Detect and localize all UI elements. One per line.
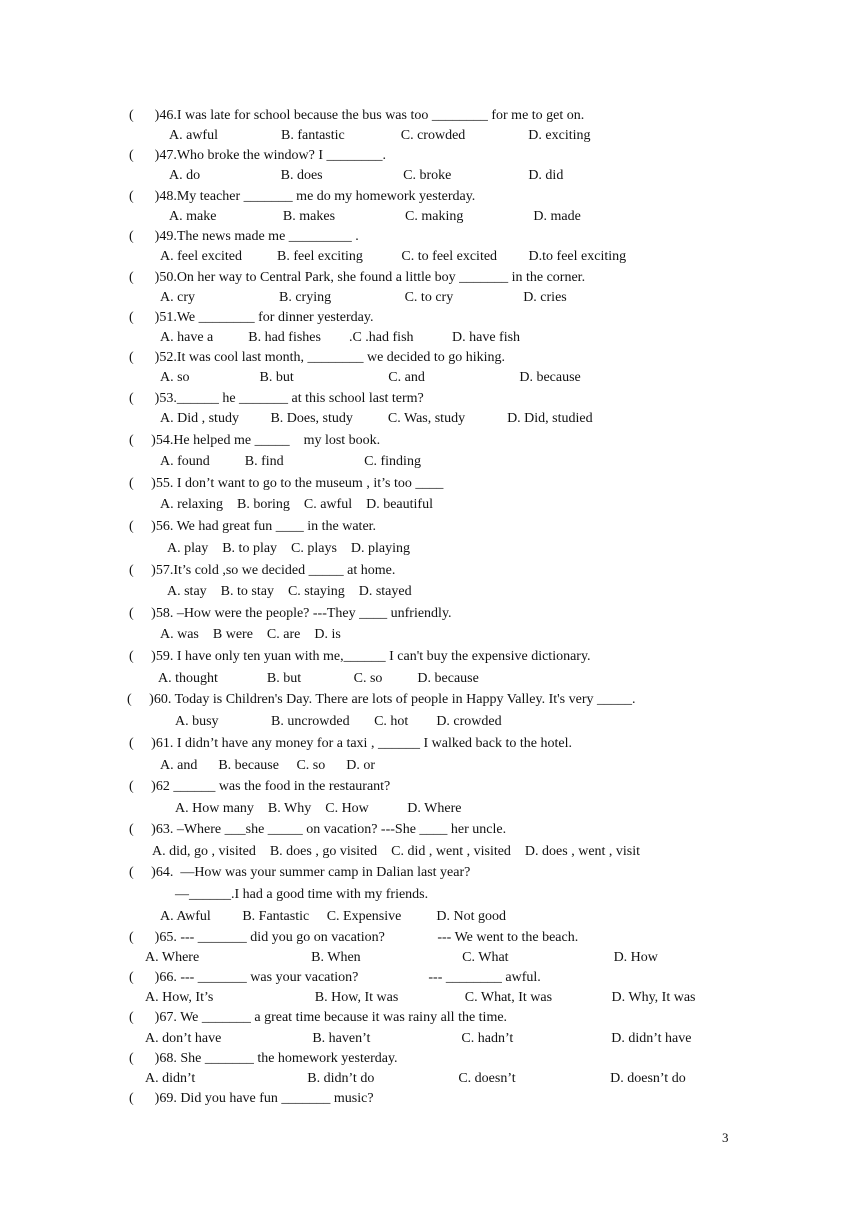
answer-options: A. cry B. crying C. to cry D. cries — [160, 290, 567, 305]
question-line: ( )67. We _______ a great time because it was rainy all the time. — [129, 1010, 508, 1025]
question-line: ( )52.It was cool last month, ________ we decided to go hiking. — [129, 350, 505, 365]
question-line: ( )59. I have only ten yuan with me,______ I can't buy the expensive dictionary. — [129, 649, 591, 664]
answer-options: A. Did , study B. Does, study C. Was, study D. Did, studied — [160, 411, 593, 426]
question-line: ( )61. I didn’t have any money for a taxi , ______ I walked back to the hotel. — [129, 736, 572, 751]
answer-options: A. have a B. had fishes .C .had fish D. have fish — [160, 330, 521, 345]
answer-options: A. was B were C. are D. is — [160, 627, 341, 642]
question-line: ( )69. Did you have fun _______ music? — [129, 1091, 374, 1106]
answer-options: A. do B. does C. broke D. did — [169, 168, 564, 183]
answer-options: A. Where B. When C. What D. How — [145, 950, 658, 965]
question-line: ( )56. We had great fun ____ in the water. — [129, 519, 377, 534]
question-line: ( )49.The news made me _________ . — [129, 229, 359, 244]
answer-options: A. make B. makes C. making D. made — [169, 209, 581, 224]
question-line: ( )58. –How were the people? ---They ____ unfriendly. — [129, 606, 452, 621]
answer-options: A. play B. to play C. plays D. playing — [167, 541, 411, 556]
question-line: ( )51.We ________ for dinner yesterday. — [129, 310, 374, 325]
question-line: ( )68. She _______ the homework yesterday. — [129, 1051, 398, 1066]
question-line: ( )64. —How was your summer camp in Dalian last year? — [129, 865, 471, 880]
question-line: ( )63. –Where ___she _____ on vacation? ---She ____ her uncle. — [129, 822, 507, 837]
answer-options: A. did, go , visited B. does , go visited C. did , went , visited D. does , went , visit — [152, 844, 641, 859]
answer-options: A. How, It’s B. How, It was C. What, It was D. Why, It was — [145, 990, 696, 1005]
question-line: ( )55. I don’t want to go to the museum , it’s too ____ — [129, 476, 444, 491]
answer-options: A. feel excited B. feel exciting C. to feel excited D.to feel exciting — [160, 249, 627, 264]
question-line: ( )48.My teacher _______ me do my homework yesterday. — [129, 189, 476, 204]
question-line: ( )65. --- _______ did you go on vacation? --- We went to the beach. — [129, 930, 579, 945]
answer-options: A. found B. find C. finding — [160, 454, 421, 469]
question-line: ( )47.Who broke the window? I ________. — [129, 148, 387, 163]
question-line: ( )66. --- _______ was your vacation? --- ________ awful. — [129, 970, 541, 985]
answer-options: A. don’t have B. haven’t C. hadn’t D. didn’t have — [145, 1031, 692, 1046]
answer-options: A. so B. but C. and D. because — [160, 370, 581, 385]
answer-options: A. and B. because C. so D. or — [160, 758, 376, 773]
question-line: ( )60. Today is Children's Day. There are lots of people in Happy Valley. It's very _____. — [127, 692, 636, 707]
answer-options: A. thought B. but C. so D. because — [158, 671, 479, 686]
dialogue-line: —______.I had a good time with my friends. — [175, 887, 429, 902]
answer-options: A. didn’t B. didn’t do C. doesn’t D. doesn’t do — [145, 1071, 686, 1086]
answer-options: A. Awful B. Fantastic C. Expensive D. Not good — [160, 909, 506, 924]
question-line: ( )57.It’s cold ,so we decided _____ at home. — [129, 563, 396, 578]
answer-options: A. stay B. to stay C. staying D. stayed — [167, 584, 412, 599]
answer-options: A. How many B. Why C. How D. Where — [175, 801, 462, 816]
answer-options: A. awful B. fantastic C. crowded D. exciting — [169, 128, 591, 143]
answer-options: A. relaxing B. boring C. awful D. beautiful — [160, 497, 433, 512]
question-line: ( )62 ______ was the food in the restaurant? — [129, 779, 391, 794]
question-line: ( )50.On her way to Central Park, she found a little boy _______ in the corner. — [129, 270, 586, 285]
answer-options: A. busy B. uncrowded C. hot D. crowded — [175, 714, 502, 729]
question-line: ( )46.I was late for school because the bus was too ________ for me to get on. — [129, 108, 585, 123]
question-line: ( )54.He helped me _____ my lost book. — [129, 433, 381, 448]
question-line: ( )53.______ he _______ at this school last term? — [129, 391, 424, 406]
page-number: 3 — [722, 1130, 729, 1145]
